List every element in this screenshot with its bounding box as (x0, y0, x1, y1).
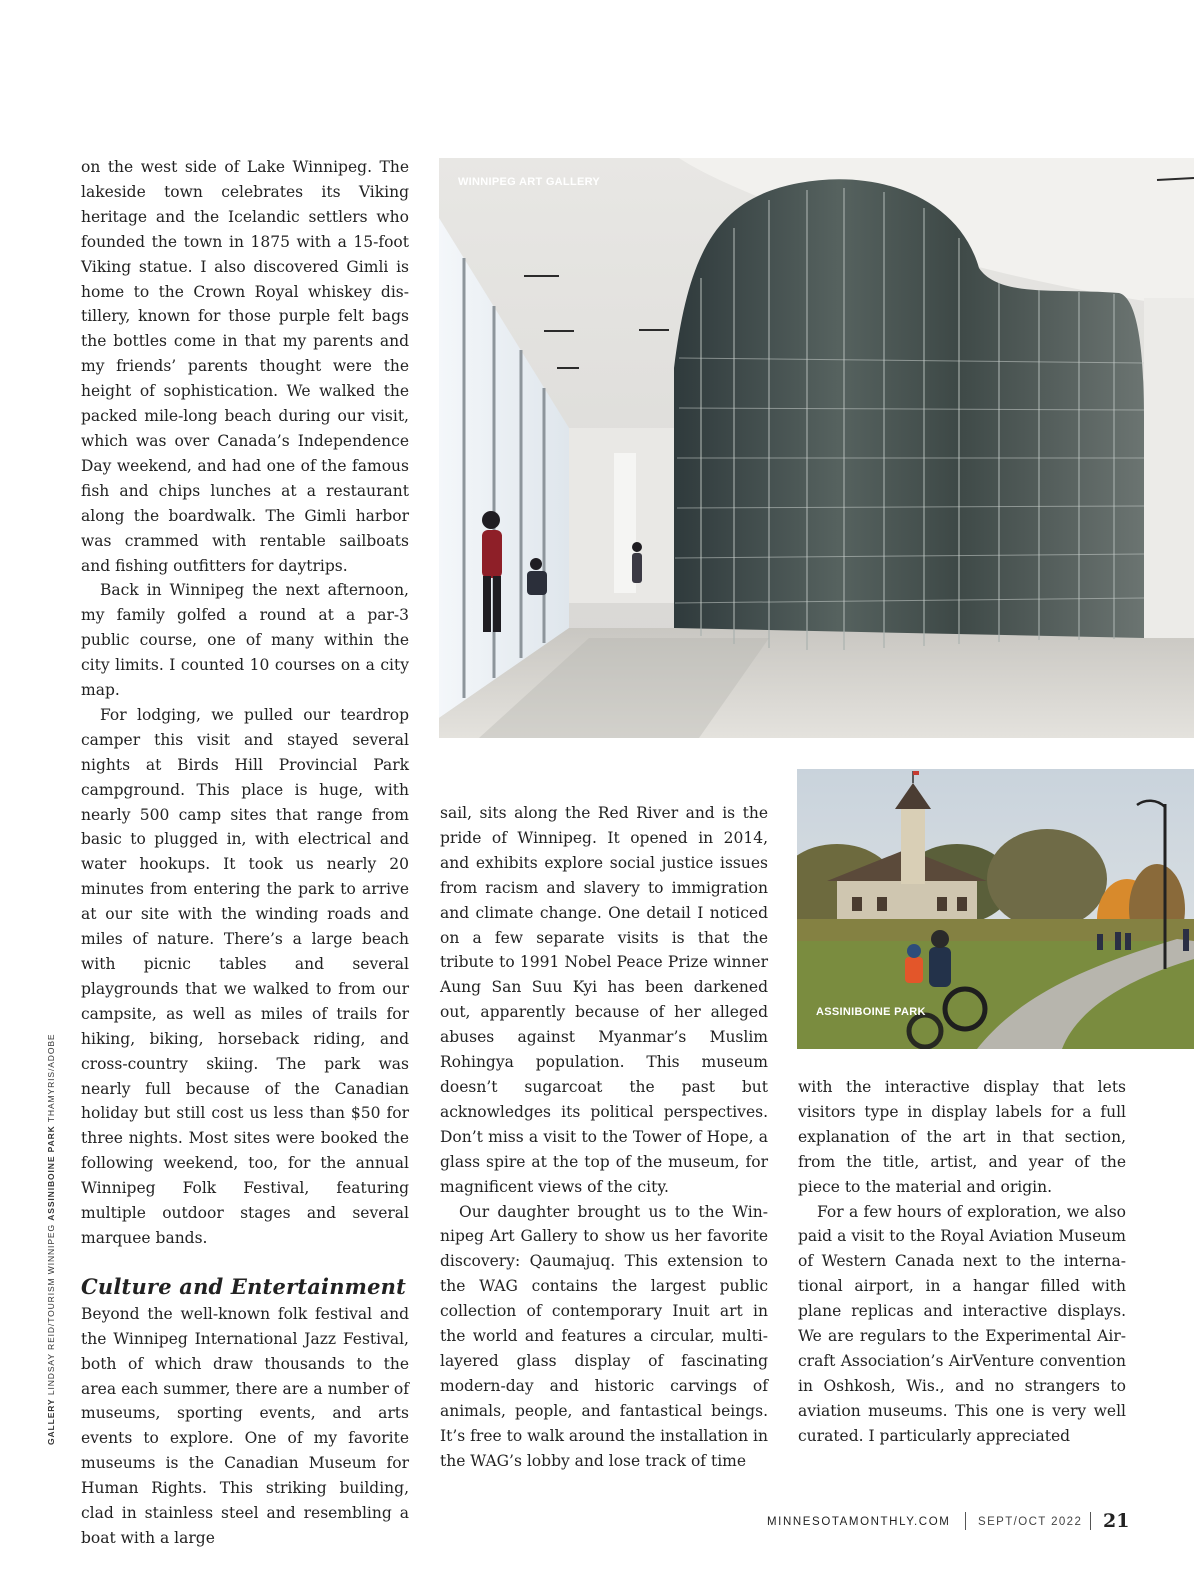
page-footer (767, 1509, 1130, 1537)
park-photo (797, 769, 1194, 1049)
right-paragraph-2: For a few hours of exploration, we also paid a visit to the Royal Aviation Museum of Western Canada next to the international airport, in a hangar filled with plane replicas and interactive displays. We are regulars to the Experimental Aircraft Association’s AirVenture convention in Oshkosh, Wis., and no strangers to aviation museums. This one is very well curated. I particularly appreciated (798, 1202, 1126, 1445)
middle-paragraph-2: Our daughter brought us to the Winnipeg Art Gallery to show us her favorite discovery: Qaumajuq. This extension to the WAG contains the largest public collection of contemporary Inuit art in the world and features a circular, multi-layered glass display of fascinating modern-day and historic carvings of animals, people, and fantastical beings. It’s free to walk around the installation in the WAG’s lobby and lose track of time (440, 1202, 768, 1470)
footer-site: MINNESOTAMONTHLY.COM (767, 1516, 951, 1528)
footer-separator (1090, 1512, 1091, 1530)
gallery-photo-label: WINNIPEG ART GALLERY (458, 176, 601, 188)
credit-park-text: THAMYRIS/ADOBE (46, 1033, 56, 1123)
middle-paragraph-1: sail, sits along the Red River and is the pride of Winnipeg. It opened in 2014, and exhibits explore social justice issues from racism and slavery to immigration and climate change. One detail I noticed on a few separate visits is that the tribute to 1991 Nobel Peace Prize winner Aung San Suu Kyi has been darkened out, apparently because of her alleged abuses against Myanmar’s Muslim Rohingya population. This museum doesn’t sugarcoat the past but acknowledges its political perspectives. Don’t miss a visit to the Tower of Hope, a glass spire at the top of the museum, for magnificent views of the city. (440, 804, 768, 1196)
left-paragraph-4: Beyond the well-known folk festival and the Winnipeg International Jazz Festival, both of which draw thousands to the area each summer, there are a number of museums, sporting events, and arts events to explore. One of my favorite museums is the Canadian Museum for Human Rights. This striking building, clad in stainless steel and resembling a boat with a large (81, 1304, 409, 1547)
footer-issue: SEPT/OCT 2022 (978, 1516, 1083, 1528)
left-paragraph-2: Back in Winnipeg the next afternoon, my family golfed a round at a par-3 public course, one of many within the city limits. I counted 10 courses on a city map. (81, 581, 409, 700)
credit-gallery-text: LINDSAY REID/TOURISM WINNIPEG (46, 1224, 56, 1396)
footer-separator (965, 1512, 966, 1530)
left-column (81, 155, 409, 1551)
right-column (798, 1075, 1126, 1449)
park-photo-label: ASSINIBOINE PARK (816, 1006, 926, 1018)
middle-column (440, 801, 768, 1473)
right-paragraph-1: with the interactive display that lets visitors type in display labels for a full explanation of the art in that section, from the title, artist, and year of the piece to the material and origin. (798, 1078, 1126, 1196)
credit-gallery-word: GALLERY (46, 1398, 56, 1445)
credit-park-word: ASSINIBOINE PARK (46, 1125, 56, 1221)
gallery-photo-illustration (439, 158, 1194, 738)
page-number: 21 (1103, 1510, 1130, 1532)
photo-credit (46, 1025, 60, 1445)
gallery-photo (439, 158, 1194, 738)
left-paragraph-3: For lodging, we pulled our teardrop camper this visit and stayed several nights at Birds Hill Provincial Park campground. This place is huge, with nearly 500 camp sites that range from basic to plugged in, with electrical and water hookups. It took us nearly 20 minutes from entering the park to arrive at our site with the winding roads and miles of nature. There’s a large beach with picnic tables and several playgrounds that we walked to from our campsite, as well as miles of trails for hiking, biking, horseback riding, and cross-country skiing. The park was nearly full because of the Canadian holiday but still cost us less than $50 for three nights. Most sites were booked the following weekend, too, for the annual Winnipeg Folk Festival, featuring multiple outdoor stages and several marquee bands. (81, 705, 409, 1247)
left-paragraph-1: on the west side of Lake Winnipeg. The lakeside town celebrates its Viking heritage and the Icelandic settlers who founded the town in 1875 with a 15-foot Viking statue. I also discovered Gimli is home to the Crown Royal whiskey distillery, known for those purple felt bags the bottles come in that my parents and my friends’ parents thought were the height of sophistication. We walked the packed mile-long beach during our visit, which was over Canada’s Independence Day weekend, and had one of the famous fish and chips lunches at a restaurant along the boardwalk. The Gimli harbor was crammed with rentable sailboats and fishing outfitters for daytrips. (81, 158, 409, 575)
section-heading: Culture and Entertainment (81, 1273, 407, 1299)
